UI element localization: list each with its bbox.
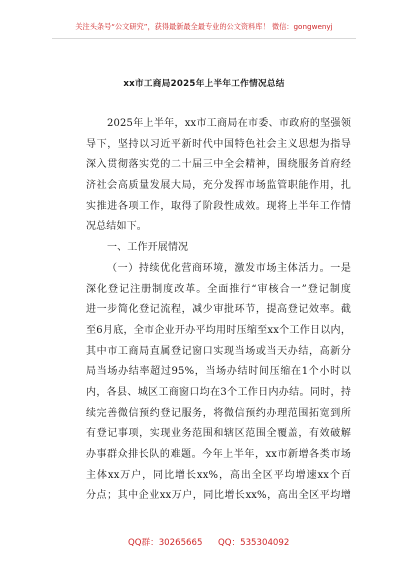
body-line: 内，各县、城区工商窗口均在3个工作日内办结。同时，持 <box>86 386 351 398</box>
section-heading: 一、工作开展情况 <box>107 242 189 254</box>
body-line: 有登记事项，实现业务范围和辖区范围全覆盖，有效破解 <box>86 428 351 440</box>
footer-contact <box>0 536 408 550</box>
body-line: 2025年上半年，xx市工商局在市委、市政府的坚强领 <box>107 118 351 129</box>
header-divider <box>52 38 356 39</box>
document-title: xx市工商局2025年上半年工作情况总结 <box>123 79 285 89</box>
body-line: 续完善微信预约登记服务，将微信预约办理范围拓宽到所 <box>86 407 351 419</box>
body-line: 导下，坚持以习近平新时代中国特色社会主义思想为指导 <box>86 138 351 150</box>
body-line: 其中市工商局直属登记窗口实现当场或当天办结，高新分 <box>86 345 351 357</box>
body-line: 济社会高质量发展大局，充分发挥市场监管职能作用，扎 <box>86 180 351 192</box>
body-line: 分点；其中企业xx万户，同比增长xx%，高出全区平均增 <box>86 490 351 502</box>
body-line: 况总结如下。 <box>86 221 147 233</box>
body-line: 主体xx万户，同比增长xx%，高出全区平均增速xx个百 <box>86 469 351 481</box>
body-line: 深入贯彻落实党的二十届三中全会精神，围绕服务首府经 <box>86 159 351 171</box>
body-line: 深化登记注册制度改革。全面推行“审核合一”登记制度 <box>86 283 351 295</box>
body-line: 至6月底，全市企业开办平均用时压缩至xx个工作日以内， <box>86 324 351 336</box>
body-line: 局当场办结率超过95%，当场办结时间压缩在1个小时以 <box>86 366 351 378</box>
body-line: （一）持续优化营商环境，激发市场主体活力。一是 <box>107 262 351 274</box>
body-line: 进一步简化登记流程，减少审批环节，提高登记效率。截 <box>86 304 351 316</box>
body-line: 实推进各项工作，取得了阶段性成效。现将上半年工作情 <box>86 200 351 212</box>
footer-qq-group: QQ群：30265665 <box>128 538 203 548</box>
header-banner: 关注头条号“公文研究”，获得最新最全最专业的公文资料库！ 微信：gongwenyj <box>75 22 333 31</box>
footer-qq: QQ：535304092 <box>218 538 290 548</box>
document-body <box>86 114 351 507</box>
body-line: 办事群众排长队的难题。今年上半年，xx市新增各类市场 <box>86 449 351 460</box>
